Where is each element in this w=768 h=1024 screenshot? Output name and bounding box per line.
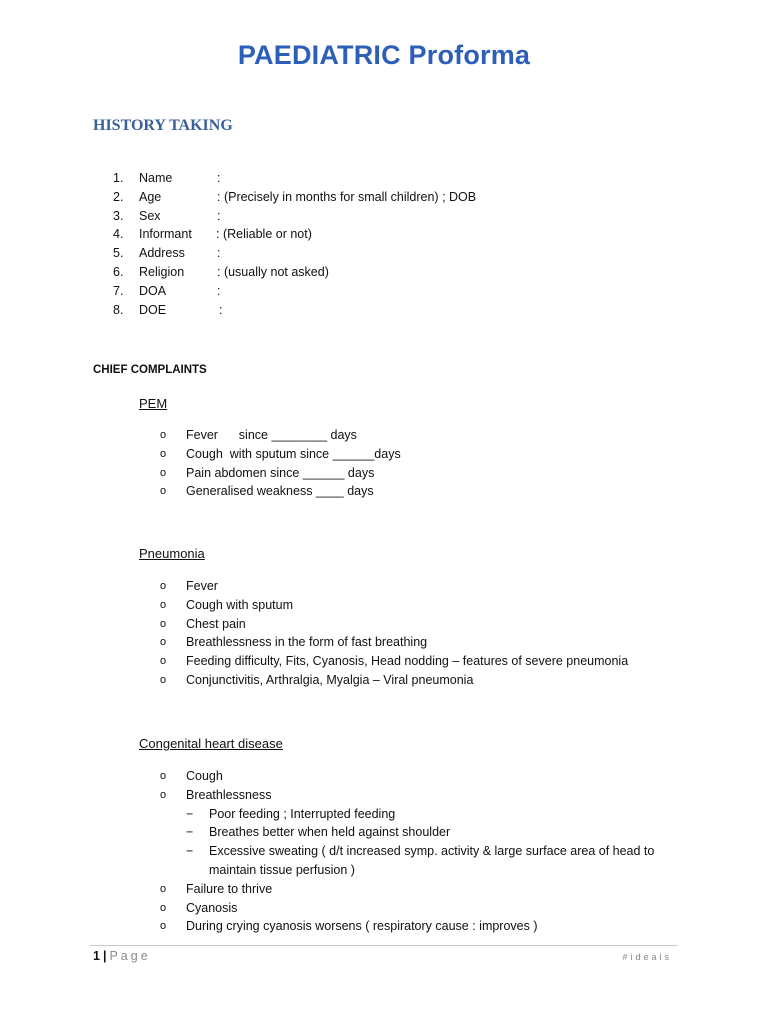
chd-list	[160, 767, 689, 936]
list-item-text: Fever	[186, 579, 218, 593]
sub-list-item-text: Breathes better when held against shoulder	[209, 825, 451, 840]
bullet-icon: o	[160, 466, 167, 479]
dash-icon: −	[186, 806, 194, 821]
item-label: Name	[139, 171, 173, 185]
item-label: DOE	[139, 302, 167, 317]
sub-list-item	[160, 805, 689, 824]
document-title: PAEDIATRIC Proforma	[237, 40, 531, 70]
item-number: 1.	[113, 171, 124, 185]
sub-list-item-text: Excessive sweating ( d/t increased symp. activity & large surface area of head to maintain tissue perfusion )	[209, 844, 655, 877]
chief-complaints-heading: CHIEF COMPLAINTS	[93, 364, 207, 376]
list-item-text: Cough with sputum since ______days	[186, 446, 401, 461]
sub-list-item-text: Poor feeding ; Interrupted feeding	[209, 806, 396, 821]
list-item-text: Feeding difficulty, Fits, Cyanosis, Head nodding – features of severe pneumonia	[186, 654, 629, 669]
item-label: Religion	[139, 264, 185, 279]
item-value: : (Reliable or not)	[216, 227, 312, 242]
item-value: : (Precisely in months for small children) ; DOB	[217, 189, 477, 204]
footer-divider	[90, 945, 678, 946]
list-item-text: Pain abdomen since ______ days	[186, 465, 375, 480]
item-value: :	[217, 283, 221, 298]
item-value: :	[219, 302, 223, 317]
item-label: DOA	[139, 283, 167, 298]
page-separator: |	[102, 949, 107, 963]
list-item	[160, 899, 689, 918]
list-item-text: Fever since ________ days	[186, 428, 357, 442]
bullet-icon: o	[160, 447, 167, 460]
list-item	[160, 767, 689, 786]
item-number: 3.	[113, 208, 124, 223]
bullet-icon: o	[160, 636, 167, 649]
list-item-text: Breathlessness	[186, 787, 272, 802]
bullet-icon: o	[160, 617, 167, 630]
item-number: 2.	[113, 189, 124, 204]
dash-icon: −	[186, 825, 194, 840]
item-number: 8.	[113, 302, 124, 317]
sub-list-item	[160, 823, 689, 842]
item-number: 6.	[113, 264, 124, 279]
item-label: Age	[139, 189, 162, 204]
list-item	[160, 917, 689, 936]
list-item-text: During crying cyanosis worsens ( respiratory cause : improves )	[186, 919, 538, 934]
bullet-icon: o	[160, 429, 167, 441]
bullet-icon: o	[160, 920, 167, 933]
list-item-text: Failure to thrive	[186, 881, 273, 896]
item-number: 4.	[113, 227, 124, 242]
bullet-icon: o	[160, 598, 167, 611]
page-word: Page	[109, 949, 151, 963]
item-number: 5.	[113, 246, 124, 261]
list-item-text: Cyanosis	[186, 900, 238, 915]
bullet-icon: o	[160, 655, 167, 668]
sub-list-item	[160, 842, 689, 880]
item-number: 7.	[113, 283, 124, 298]
bullet-icon: o	[160, 882, 167, 895]
chd-heading: Congenital heart disease	[139, 736, 283, 751]
item-label: Sex	[139, 208, 161, 223]
item-value: :	[217, 208, 221, 223]
list-item-text: Chest pain	[186, 616, 246, 631]
bullet-icon: o	[160, 485, 167, 498]
bullet-icon: o	[160, 580, 167, 592]
footer-tag: #ideals	[622, 952, 672, 962]
bullet-icon: o	[160, 788, 167, 801]
list-item-text: Breathlessness in the form of fast breathing	[186, 635, 428, 650]
list-item-text: Conjunctivitis, Arthralgia, Myalgia – Viral pneumonia	[186, 672, 474, 687]
bullet-icon: o	[160, 770, 167, 782]
bullet-icon: o	[160, 673, 167, 686]
pem-heading: PEM	[139, 396, 168, 411]
page-footer	[93, 949, 151, 963]
history-taking-heading: HISTORY TAKING	[93, 117, 233, 134]
item-label: Address	[139, 246, 185, 261]
item-value: :	[217, 246, 221, 261]
list-item	[160, 880, 689, 899]
dash-icon: −	[186, 844, 194, 859]
page-number: 1	[93, 949, 100, 963]
item-value: : (usually not asked)	[217, 264, 329, 279]
item-label: Informant	[139, 227, 192, 242]
list-item	[160, 786, 689, 805]
list-item-text: Generalised weakness ____ days	[186, 484, 374, 499]
bullet-icon: o	[160, 901, 167, 914]
list-item-text: Cough	[186, 769, 223, 783]
item-value: :	[217, 171, 221, 185]
pneumonia-heading: Pneumonia	[139, 546, 205, 561]
list-item-text: Cough with sputum	[186, 597, 294, 612]
